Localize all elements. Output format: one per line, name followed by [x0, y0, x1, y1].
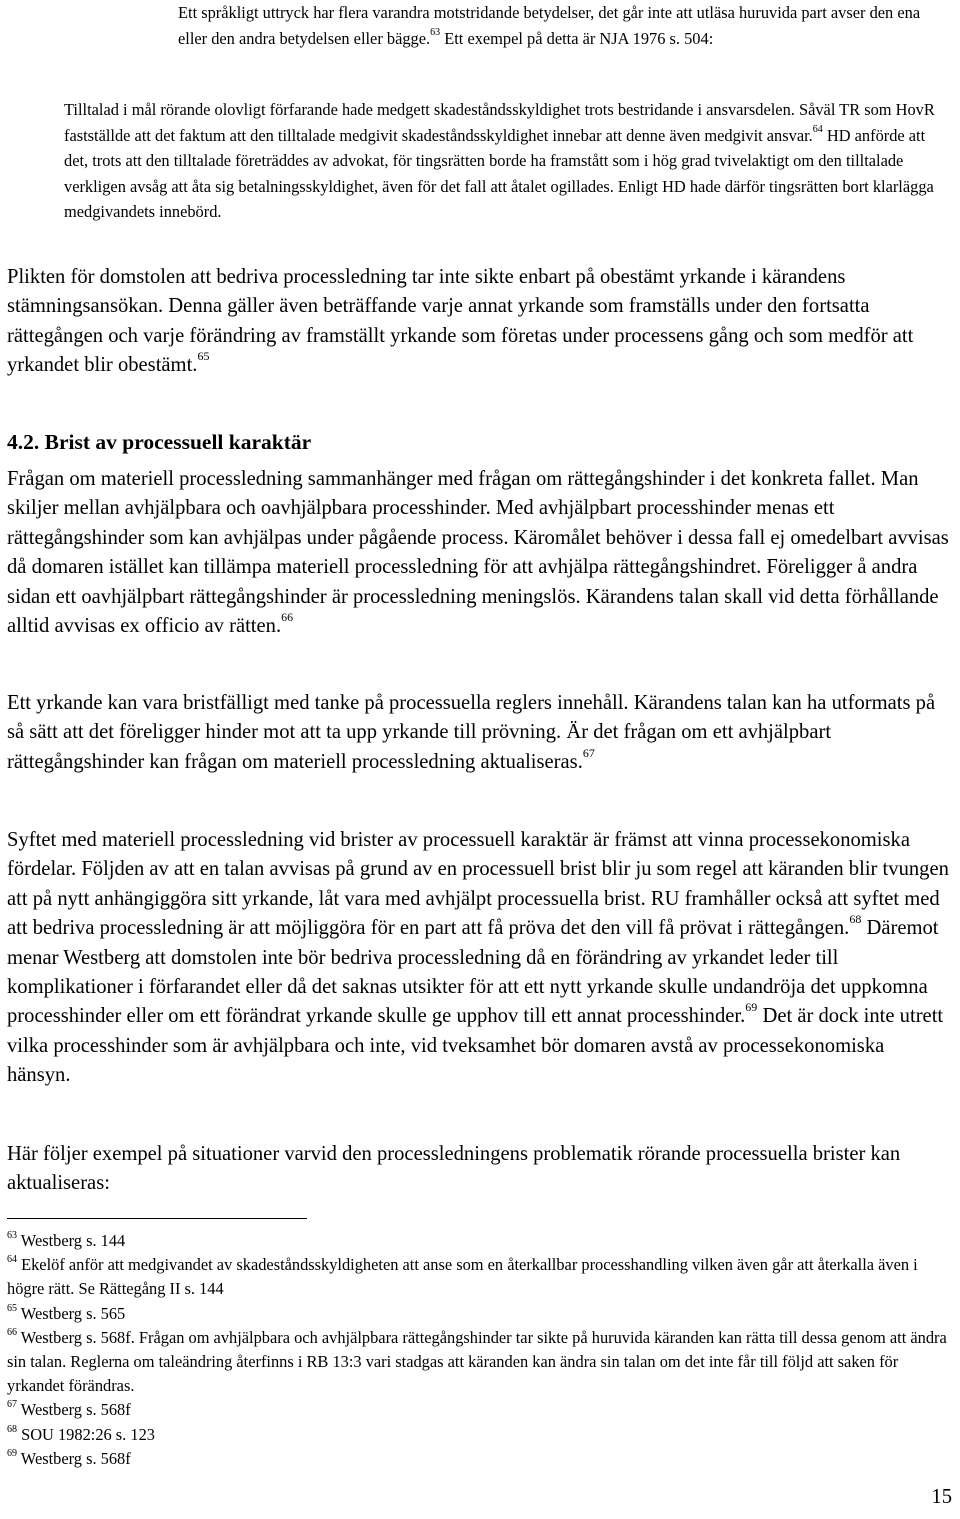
footnote-67: $^{67}$ Westberg s. 568f	[7, 1399, 131, 1420]
footnote-list	[7, 1229, 952, 1471]
paragraph-3: Ett yrkande kan vara bristfälligt med tanke på processuella reglers innehåll. Kärandens talan kan ha utformats på så sätt att det föreligger hinder mot att ta upp yrkande till prövning. Är det frågan om ett avhjälpbart rättegångshinder kan frågan om materiell processledning aktualiseras.$^{67}$	[7, 692, 936, 773]
paragraph-2: Frågan om materiell processledning sammanhänger med frågan om rättegångshinder i det konkreta fallet. Man skiljer mellan avhjälpbara och oavhjälpbara processhinder. Med avhjälpbart processhinder menas ett rättegångshinder som kan avhjälpas under pågående process. Käromålet behöver i dessa fall ej omedelbart avvisas då domaren istället kan tillämpa materiell processledning för att avhjälpa rättegångshindret. Föreligger å andra sidan ett oavhjälpbart rättegångshinder är processledning meningslös. Kärandens talan skall vid detta förhållande alltid avvisas ex officio av rätten.$^{66}$	[7, 468, 949, 638]
quote-case: Tilltalad i mål rörande olovligt förfarande hade medgett skadeståndsskyldighet trots bestridande i ansvarsdelen. Såväl TR som HovR fastställde att det faktum att den tilltalade medgivit skadeståndsskyldighet innebar att denne även medgivit ansvar.$^{64}$ HD anförde att det, trots att den tilltalade företräddes av advokat, för tingsrätten borde ha framstått som i hög grad tvivelaktigt om den tilltalade verkligen avsåg att åta sig betalningsskyldighet, även för det fall att åtalet ogillades. Enligt HD hade därför tingsrätten bort klarlägga medgivandets innebörd.	[64, 100, 935, 221]
footnote-ref-66[interactable]: 66	[281, 610, 294, 625]
footnote-ref-67[interactable]: 67	[582, 745, 595, 760]
footnote-separator	[7, 1218, 307, 1219]
footnote-68: $^{68}$ SOU 1982:26 s. 123	[7, 1423, 155, 1444]
paragraph-1: Plikten för domstolen att bedriva processledning tar inte sikte enbart på obestämt yrkande i kärandens stämningsansökan. Denna gäller även beträffande varje annat yrkande som framställs under den fortsatta rättegången och varje förändring av framställt yrkande som företas under processens gång och som medför att yrkandet blir obestämt.$^{65}$	[7, 266, 914, 377]
footnote-ref-65[interactable]: 65	[197, 349, 210, 364]
page-number: 15	[931, 1486, 952, 1508]
footnote-ref-64[interactable]: 64	[812, 123, 823, 135]
quote-block	[64, 0, 944, 51]
footnote-ref-68[interactable]: 68	[849, 912, 862, 927]
footnote-69: $^{69}$ Westberg s. 568f	[7, 1447, 131, 1468]
footnote-ref-63[interactable]: 63	[430, 26, 441, 38]
quote-intro: Ett språkligt uttryck har flera varandra motstridande betydelser, det går inte att utläsa huruvida part avser den ena eller den andra betydelsen eller bägge.$^{63}$ Ett exempel på detta är NJA 1976 s. 504:	[178, 3, 921, 48]
footnote-64: $^{64}$ Ekelöf anför att medgivandet av skadeståndsskyldigheten att anse som en återkallbar processhandling vilken även går att återkalla även i högre rätt. Se Rättegång II s. 144	[7, 1254, 918, 1299]
paragraph-5: Här följer exempel på situationer varvid den processledningens problematik rörande processuella brister kan aktualiseras:	[7, 1143, 901, 1195]
footnote-66: $^{66}$ Westberg s. 568f. Frågan om avhjälpbara och avhjälpbara rättegångshinder tar sikte på huruvida käranden kan rätta till dessa genom att ändra sin talan. Reglerna om taleändring återfinns i RB 13:3 vari stadgas att käranden kan ändra sin talan om det inte får till följd att saken för yrkandet förändras.	[7, 1326, 947, 1396]
footnote-65: $^{65}$ Westberg s. 565	[7, 1302, 126, 1323]
section-heading: 4.2. Brist av processuell karaktär	[7, 430, 312, 454]
paragraph-4: Syftet med materiell processledning vid brister av processuell karaktär är främst att vinna processekonomiska fördelar. Följden av att en talan avvisas på grund av en processuell brist blir ju som regel att käranden blir tvungen att på nytt anhängiggöra sitt yrkande, låt vara med avhjälpt processuella brist. RU framhåller också att syftet med att bedriva processledning är att möjliggöra för en part att få pröva det den vill få prövat i rättegången.$^{68}$ Däremot menar Westberg att domstolen inte bör bedriva processledning då en förändring av yrkandet leder till komplikationer i förfarandet eller då det saknas utsikter för att ett nytt yrkande skulle undandröja det uppkomna processhinder eller om ett förändrat yrkande skulle ge upphov till ett annat processhinder.$^{69}$ Det är dock inte utrett vilka processhinder som är avhjälpbara och inte, vid tveksamhet bör domaren avstå av processekonomiska hänsyn.	[7, 829, 949, 1087]
footnote-63: $^{63}$ Westberg s. 144	[7, 1230, 126, 1250]
footnote-ref-69[interactable]: 69	[745, 1000, 758, 1015]
